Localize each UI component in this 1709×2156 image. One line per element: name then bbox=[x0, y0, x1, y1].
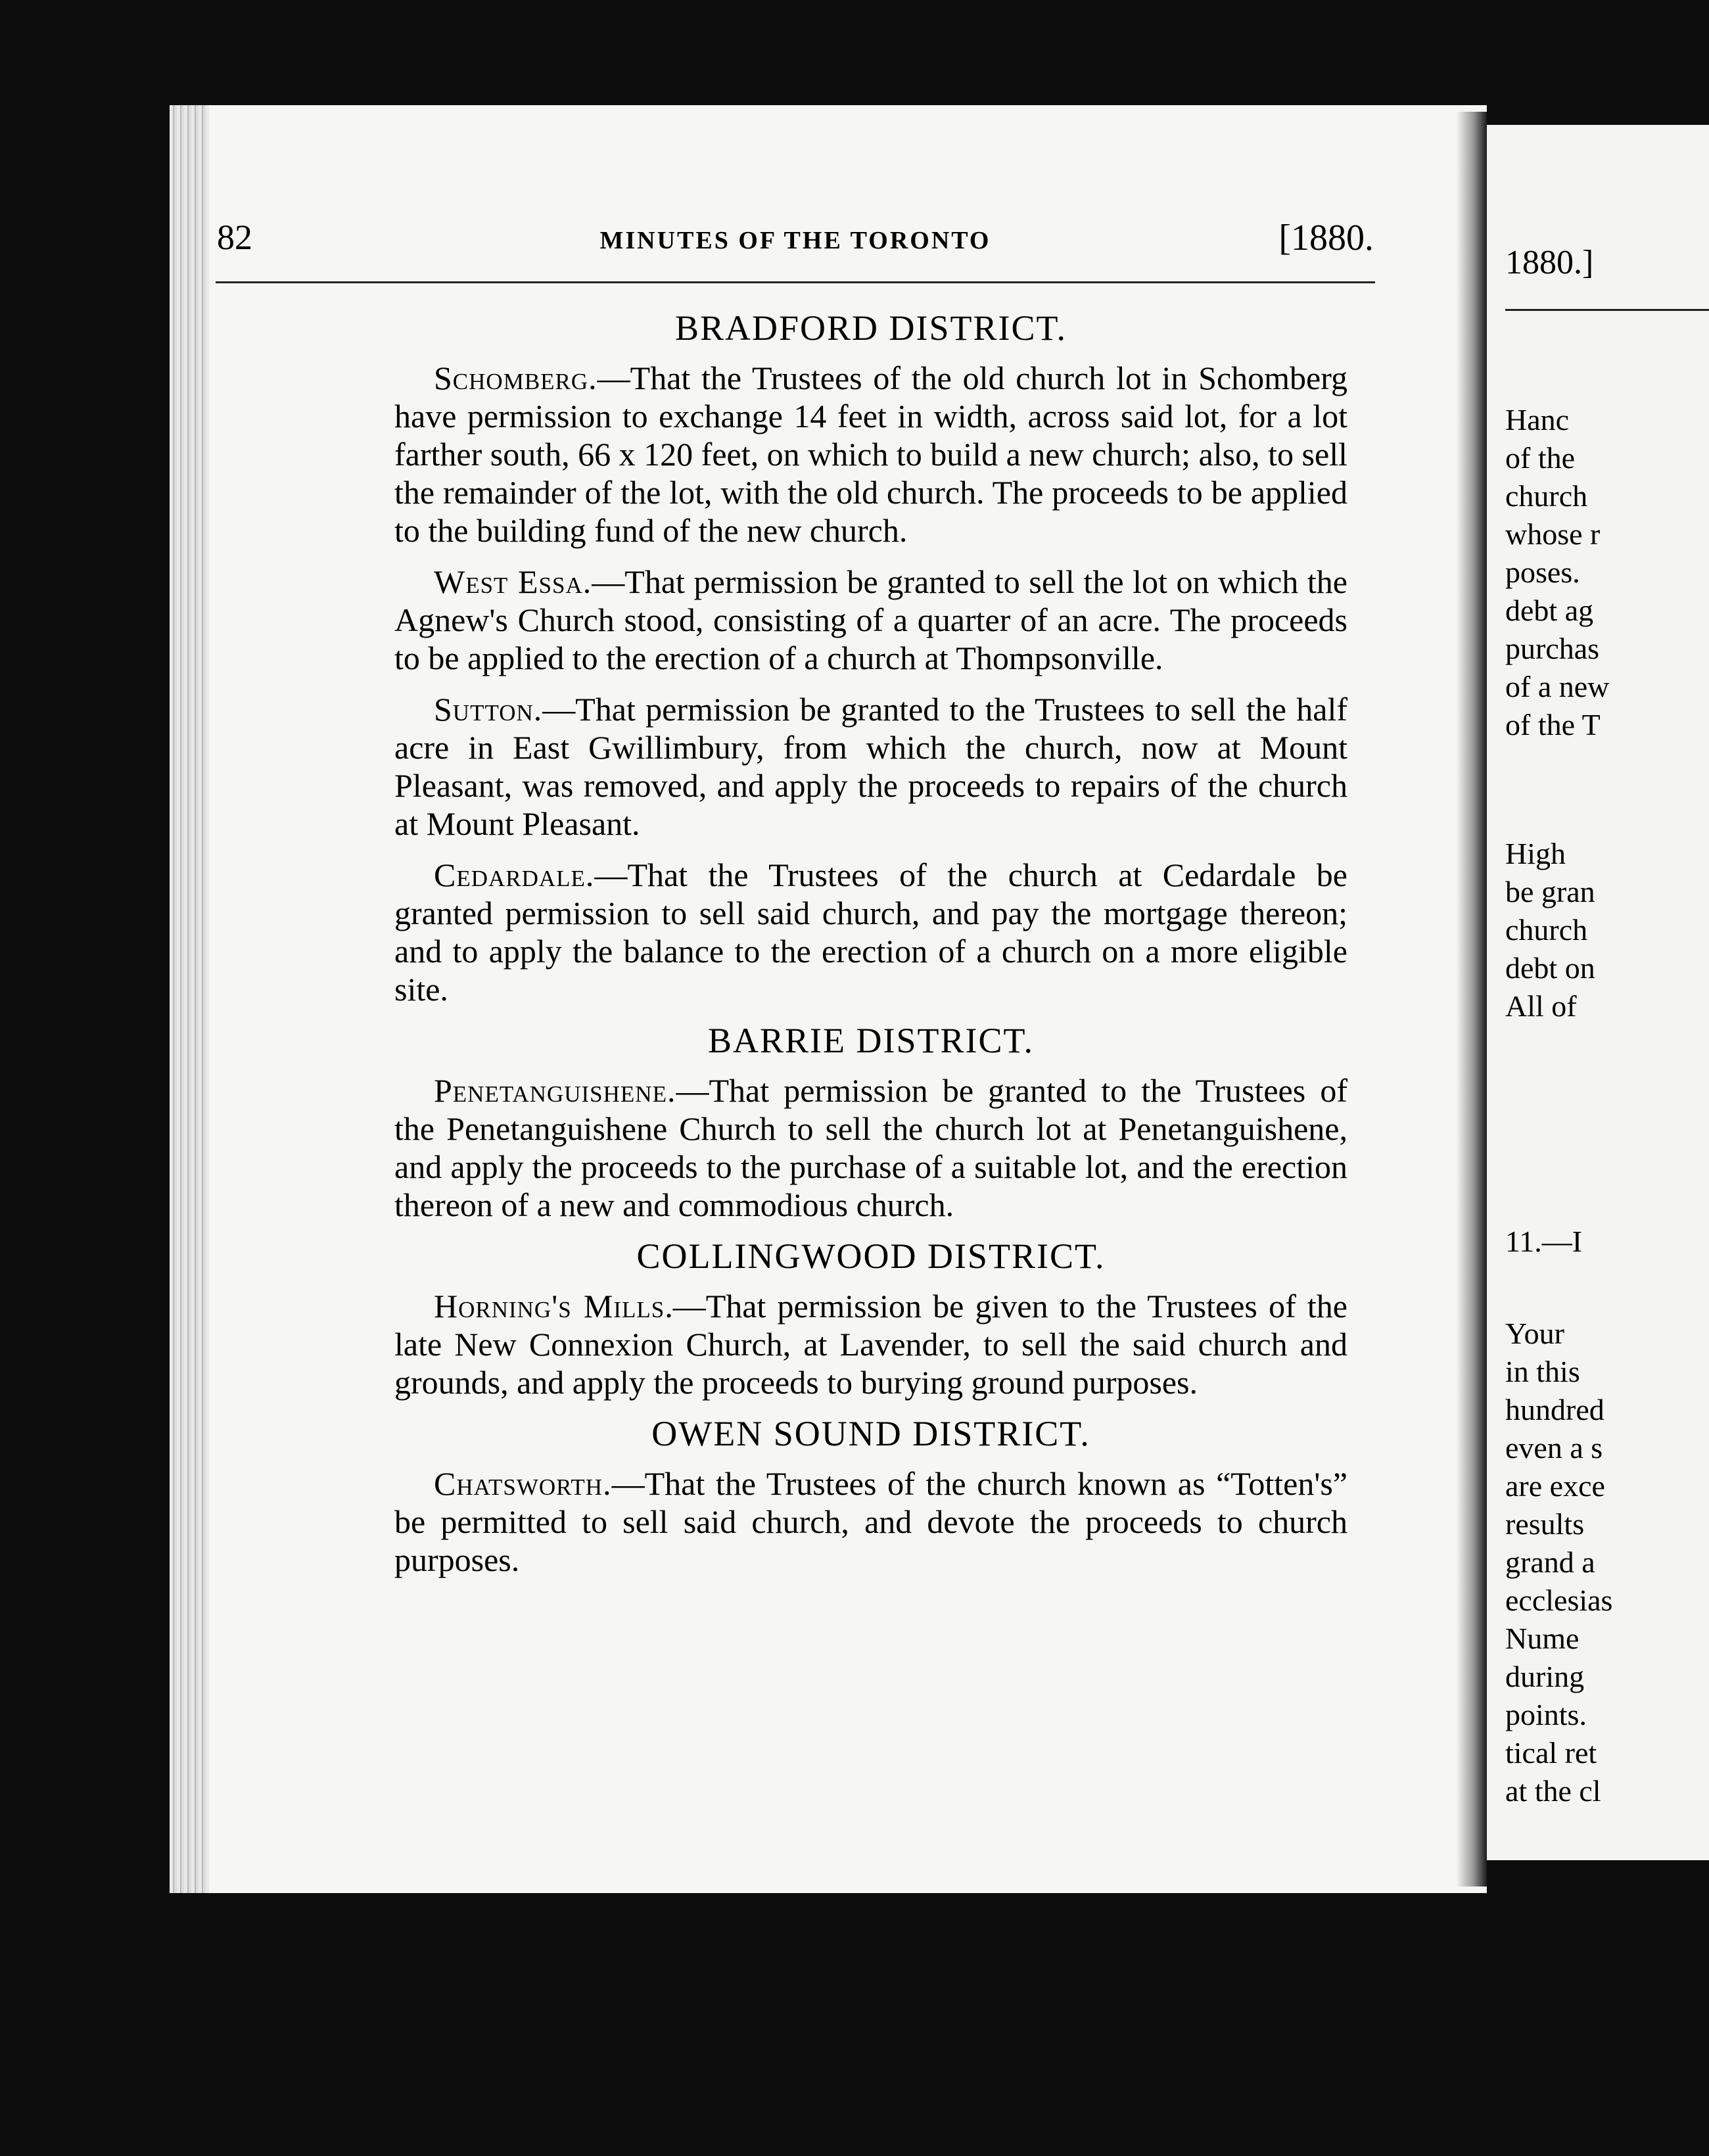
place-name: Penetanguishene. bbox=[434, 1072, 676, 1109]
running-title: MINUTES OF THE TORONTO bbox=[599, 227, 991, 254]
right-page-fragment: grand a bbox=[1505, 1545, 1595, 1579]
right-page-fragment: results bbox=[1505, 1507, 1585, 1541]
minute-text: .—That permission be given to the Trustees of the late New Connexion Church, at Lavender, to sell the said church and grounds, and apply the proceeds to burying ground purposes. bbox=[394, 1288, 1347, 1401]
right-page-fragment: be gran bbox=[1505, 875, 1595, 908]
right-page-fragment: debt on bbox=[1505, 951, 1595, 985]
minute-paragraph bbox=[394, 563, 1347, 677]
right-page-fragment: High bbox=[1505, 837, 1566, 870]
minute-paragraph bbox=[394, 1287, 1347, 1401]
page-number: 82 bbox=[217, 218, 252, 257]
place-name: Cedardale. bbox=[434, 856, 595, 893]
minute-paragraph bbox=[394, 1465, 1347, 1579]
right-page-fragment: debt ag bbox=[1505, 594, 1594, 627]
minute-text: —That permission be granted to sell the lot on which the Agnew's Church stood, consisting of a quarter of an acre. The proceeds to be applied to the erection of a church at Thompsonville. bbox=[394, 563, 1347, 676]
book-gutter bbox=[1457, 112, 1487, 1886]
right-page-fragment: Your bbox=[1505, 1317, 1564, 1350]
header-rule bbox=[216, 281, 1375, 283]
right-page-rule bbox=[1505, 309, 1709, 311]
right-page-fragment: are exce bbox=[1505, 1469, 1605, 1503]
right-page-fragment: church bbox=[1505, 479, 1588, 513]
right-page-fragment: All of bbox=[1505, 989, 1577, 1023]
minute-paragraph bbox=[394, 359, 1347, 550]
running-head bbox=[217, 217, 1374, 270]
right-page-fragment: of a new bbox=[1505, 670, 1610, 703]
right-page-fragment: hundred bbox=[1505, 1393, 1604, 1426]
minute-paragraph bbox=[394, 690, 1347, 843]
district-heading: BARRIE DISTRICT. bbox=[707, 1021, 1034, 1060]
minute-text: —That the Trustees of the church at Cedardale be granted permission to sell said church, and pay the mortgage thereon; and to apply the balance to the erection of a church on a more eligible site. bbox=[394, 856, 1347, 1008]
right-page-fragment: in this bbox=[1505, 1355, 1580, 1388]
right-page-fragment: poses. bbox=[1505, 555, 1580, 589]
running-year: [1880. bbox=[1278, 218, 1374, 258]
minute-text: —That permission be granted to the Trustees to sell the half acre in East Gwillimbury, from which the church, now at Mount Pleasant, was removed, and apply the proceeds to repairs of the church at Mount Pleasant. bbox=[394, 691, 1347, 842]
right-page-year: 1880.] bbox=[1505, 244, 1594, 281]
district-heading: COLLINGWOOD DISTRICT. bbox=[636, 1236, 1106, 1276]
right-page-fragment: at the cl bbox=[1505, 1774, 1601, 1808]
place-name: Horning's Mills bbox=[434, 1288, 665, 1324]
place-name: Schomberg. bbox=[434, 360, 597, 396]
right-page-fragment: of the T bbox=[1505, 708, 1601, 741]
right-page-fragment: ecclesias bbox=[1505, 1583, 1613, 1617]
district-heading: BRADFORD DISTRICT. bbox=[674, 308, 1067, 348]
right-page-fragment: tical ret bbox=[1505, 1736, 1597, 1769]
right-page-fragment: during bbox=[1505, 1660, 1585, 1693]
right-page-fragment: church bbox=[1505, 913, 1588, 947]
right-page-fragment: even a s bbox=[1505, 1431, 1603, 1465]
right-page-fragment: 11.—I bbox=[1505, 1225, 1583, 1258]
place-name: West Essa. bbox=[434, 563, 592, 600]
right-page-fragment: whose r bbox=[1505, 517, 1601, 551]
right-page-fragment: Nume bbox=[1505, 1622, 1580, 1655]
right-page-fragment: purchas bbox=[1505, 632, 1600, 665]
minute-paragraph bbox=[394, 856, 1347, 1008]
district-heading: OWEN SOUND DISTRICT. bbox=[651, 1414, 1090, 1453]
place-name: Chatsworth. bbox=[434, 1465, 612, 1502]
minute-text: —That permission be granted to the Trustees of the Penetanguishene Church to sell the church lot at Penetanguishene, and apply the proceeds to the purchase of a suitable lot, and the erection thereon of a new and commodious church. bbox=[394, 1072, 1347, 1223]
right-page-fragment: points. bbox=[1505, 1698, 1587, 1731]
right-page-fragment: Hanc bbox=[1505, 403, 1570, 436]
minute-paragraph bbox=[394, 1071, 1347, 1224]
right-page-fragment: of the bbox=[1505, 441, 1576, 475]
minute-text: —That the Trustees of the church known as “Totten's” be permitted to sell said church, and devote the proceeds to church purposes. bbox=[394, 1465, 1347, 1578]
page-body bbox=[394, 309, 1347, 1592]
place-name: Sutton. bbox=[434, 691, 543, 728]
minute-text: —That the Trustees of the old church lot in Schomberg have permission to exchange 14 feet in width, across said lot, for a lot farther south, 66 x 120 feet, on which to build a new church; also, to sell the remainder of the lot, with the old church. The proceeds to be applied to the building fund of the new church. bbox=[394, 360, 1347, 549]
